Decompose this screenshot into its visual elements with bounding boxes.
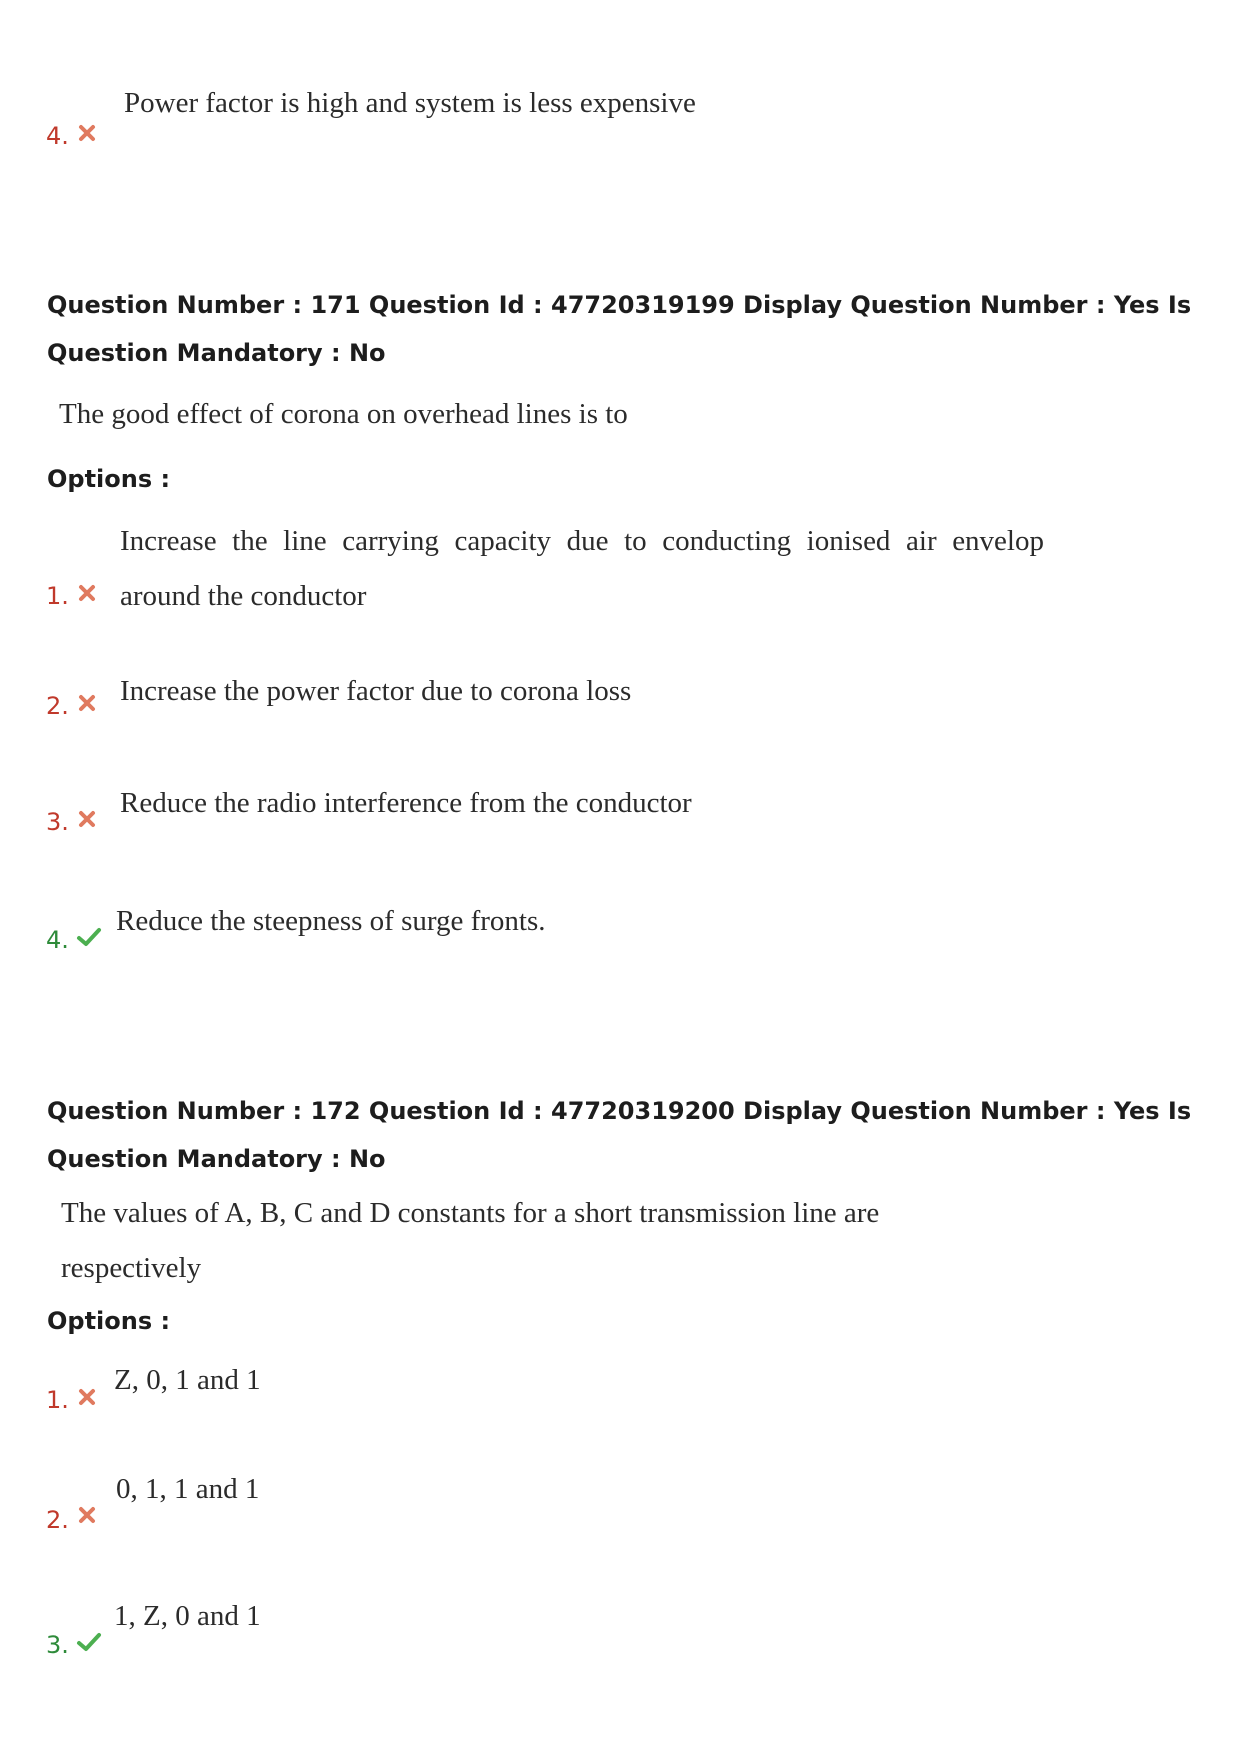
check-icon xyxy=(76,926,102,948)
option-number: 1. xyxy=(46,1386,69,1414)
option-number: 1. xyxy=(46,582,69,610)
option xyxy=(46,787,1196,852)
option-text: Increase the power factor due to corona loss xyxy=(120,675,632,707)
option-number: 3. xyxy=(46,808,69,836)
option-text: Reduce the radio interference from the conductor xyxy=(120,787,692,819)
option-text: 0, 1, 1 and 1 xyxy=(116,1473,260,1505)
cross-icon xyxy=(76,1504,98,1526)
option-number: 2. xyxy=(46,1506,69,1534)
option-text: Reduce the steepness of surge fronts. xyxy=(116,905,546,937)
option xyxy=(46,906,1196,966)
option-number: 4. xyxy=(46,926,69,954)
option xyxy=(46,676,1196,736)
option-number: 2. xyxy=(46,692,69,720)
option xyxy=(46,514,1196,624)
cross-icon xyxy=(76,122,98,144)
options-label: Options : xyxy=(47,1307,171,1335)
option-text: 1, Z, 0 and 1 xyxy=(114,1600,261,1632)
cross-icon xyxy=(76,692,98,714)
question-header: Question Number : 172 Question Id : 47720319200 Display Question Number : Yes Is Question Mandatory : No xyxy=(47,1097,1192,1173)
option-number: 4. xyxy=(46,122,69,150)
question-stem: The good effect of corona on overhead lines is to xyxy=(59,398,628,430)
option-text: Increase the line carrying capacity due to conducting ionised air envelop around the conductor xyxy=(120,525,1044,612)
question-stem: The values of A, B, C and D constants for a short transmission line are respectively xyxy=(61,1197,880,1284)
option-number: 3. xyxy=(46,1631,69,1659)
option xyxy=(46,1473,1196,1548)
prev-option-4 xyxy=(46,87,1196,152)
check-icon xyxy=(76,1631,102,1653)
option xyxy=(46,1366,1196,1426)
options-label: Options : xyxy=(47,465,171,493)
question-header: Question Number : 171 Question Id : 47720319199 Display Question Number : Yes Is Question Mandatory : No xyxy=(47,291,1192,367)
cross-icon xyxy=(76,582,98,604)
cross-icon xyxy=(76,808,98,830)
option-text: Z, 0, 1 and 1 xyxy=(114,1364,261,1396)
option-text: Power factor is high and system is less expensive xyxy=(124,87,696,119)
option xyxy=(46,1600,1196,1672)
cross-icon xyxy=(76,1386,98,1408)
